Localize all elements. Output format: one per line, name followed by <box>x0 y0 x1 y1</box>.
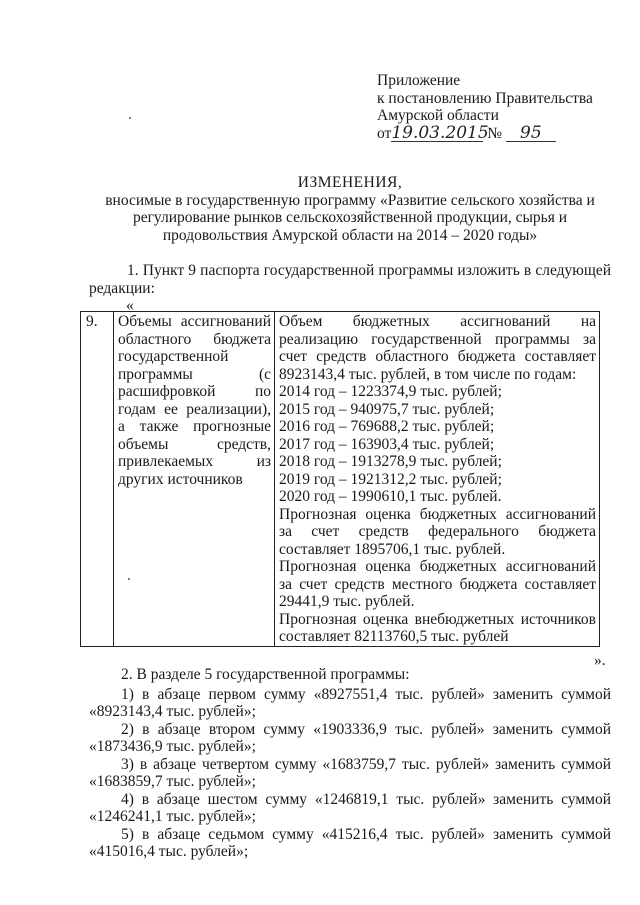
scan-speck <box>129 117 131 119</box>
handwritten-date: 19.03.2015 <box>391 122 489 143</box>
document-title <box>80 174 620 244</box>
federal-estimate: Прогнозная оценка бюджетных ассигнований за счет средств федерального бюджета составляет 1895706,1 тыс. рублей. <box>279 505 596 558</box>
number-prefix: № <box>487 124 502 142</box>
section5-intro: 2. В разделе 5 государственной программы: <box>121 666 410 683</box>
year-item: 2015 год – 940975,7 тыс. рублей; <box>279 400 495 418</box>
extrabudgetary-estimate: Прогнозная оценка внебюджетных источников составляет 82113760,5 тыс. рублей <box>279 610 596 645</box>
appendix-date-line <box>377 122 627 143</box>
year-item: 2019 год – 1921312,2 тыс. рублей; <box>279 470 502 488</box>
value-intro: Объем бюджетных ассигнований на реализацию государственной программы за счет средств областного бюджета составляет 8923143,4 тыс. рублей, в том числе по годам: <box>279 313 596 383</box>
appendix-line-1: Приложение <box>377 72 461 89</box>
closing-quote: ». <box>594 652 606 669</box>
title-line-1: вносимые в государственную программу «Развитие сельского хозяйства и <box>105 191 595 209</box>
change-item: 4) в абзаце шестом сумму «1246819,1 тыс. рублей» заменить суммой «1246241,1 тыс. рублей»; <box>89 790 611 825</box>
change-item: 2) в абзаце втором сумму «1903336,9 тыс. рублей» заменить суммой «1873436,9 тыс. рублей»; <box>89 720 611 755</box>
year-item: 2020 год – 1990610,1 тыс. рублей. <box>279 488 502 505</box>
change-item: 5) в абзаце седьмом сумму «415216,4 тыс. рублей» заменить суммой «415016,4 тыс. рублей»; <box>89 825 611 860</box>
year-item: 2014 год – 1223374,9 тыс. рублей; <box>279 383 502 400</box>
year-item: 2016 год – 769688,2 тыс. рублей; <box>279 418 495 435</box>
year-item: 2018 год – 1913278,9 тыс. рублей; <box>279 453 502 470</box>
local-estimate: Прогнозная оценка бюджетных ассигнований за счет средств местного бюджета составляет 29441,9 тыс. рублей. <box>279 558 596 610</box>
row-name-cell: Объемы ассигнований областного бюджета государственной программы (с расшифровкой по годам ее реализации), а также прогнозные объемы средств, привлекаемых из других источников <box>114 312 275 647</box>
opening-quote: « <box>126 297 134 314</box>
scan-speck <box>128 578 130 580</box>
handwritten-number: 95 <box>506 125 556 142</box>
table-row <box>81 312 600 647</box>
title-heading: ИЗМЕНЕНИЯ, <box>297 174 403 191</box>
change-item: 3) в абзаце четвертом сумму «1683759,7 тыс. рублей» заменить суммой «1683859,7 тыс. рублей»; <box>89 755 611 790</box>
title-line-2: регулирование рынков сельскохозяйственной продукции, сырья и <box>132 209 568 226</box>
year-list <box>279 383 596 506</box>
date-prefix: от <box>377 124 392 142</box>
year-item: 2017 год – 163903,4 тыс. рублей; <box>279 435 495 453</box>
section5-changes <box>89 666 611 861</box>
change-item: 1) в абзаце первом сумму «8927551,4 тыс. рублей» заменить суммой «8923143,4 тыс. рублей»; <box>89 685 611 720</box>
title-line-3: продовольствия Амурской области на 2014 – 2020 годы» <box>162 226 538 244</box>
row-number: 9. <box>81 312 114 647</box>
appendix-line-2: к постановлению Правительства <box>377 89 593 107</box>
intro-paragraph: 1. Пункт 9 паспорта государственной программы изложить в следующей редакции: <box>89 262 611 297</box>
passport-table <box>80 311 600 647</box>
appendix-block <box>377 72 627 142</box>
row-value-cell <box>275 312 600 647</box>
appendix-line-3: Амурской области <box>377 107 499 124</box>
